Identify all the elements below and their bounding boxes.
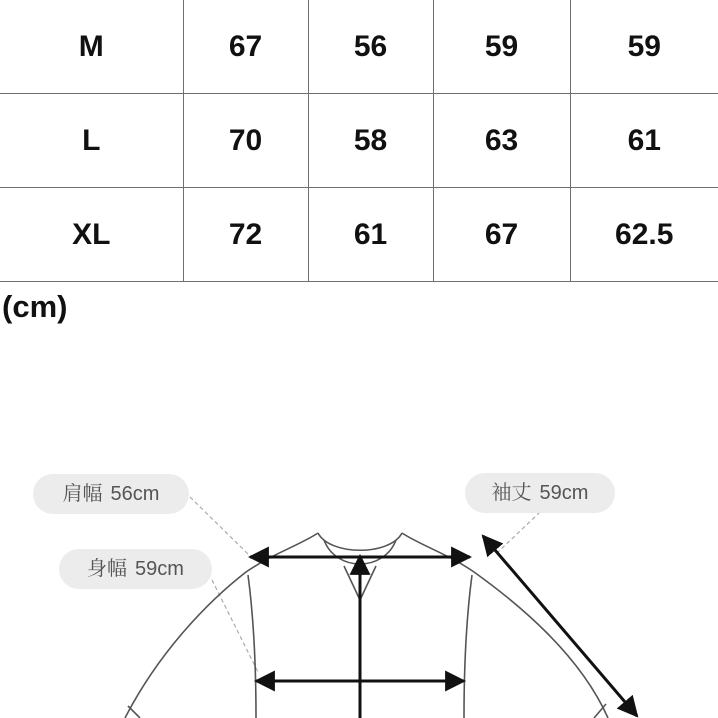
value-cell: 59	[433, 0, 570, 94]
unit-label: (cm)	[2, 289, 68, 324]
value-cell: 56	[308, 0, 433, 94]
size-cell: L	[0, 94, 183, 188]
shoulder-width-value: 56cm	[110, 483, 160, 505]
value-cell: 72	[183, 188, 308, 282]
chest-width-label	[59, 549, 212, 589]
value-cell: 58	[308, 94, 433, 188]
chest-leader-line	[212, 580, 258, 672]
shoulder-width-name: 肩幅	[62, 483, 103, 505]
value-cell: 70	[183, 94, 308, 188]
size-cell: XL	[0, 188, 183, 282]
sleeve-length-name: 袖丈	[491, 482, 532, 504]
chest-width-name: 身幅	[87, 558, 128, 580]
value-cell: 62.5	[570, 188, 718, 282]
value-cell: 59	[570, 0, 718, 94]
shoulder-width-label	[33, 474, 189, 514]
value-cell: 67	[183, 0, 308, 94]
shoulder-leader-line	[190, 497, 250, 556]
chest-width-value: 59cm	[135, 558, 184, 580]
value-cell: 61	[570, 94, 718, 188]
sleeve-leader-line	[497, 512, 540, 553]
size-cell: M	[0, 0, 183, 94]
value-cell: 63	[433, 94, 570, 188]
sleeve-length-arrow	[483, 536, 637, 716]
sleeve-length-label	[465, 473, 615, 513]
value-cell: 67	[433, 188, 570, 282]
sleeve-length-value: 59cm	[539, 482, 589, 504]
value-cell: 61	[308, 188, 433, 282]
